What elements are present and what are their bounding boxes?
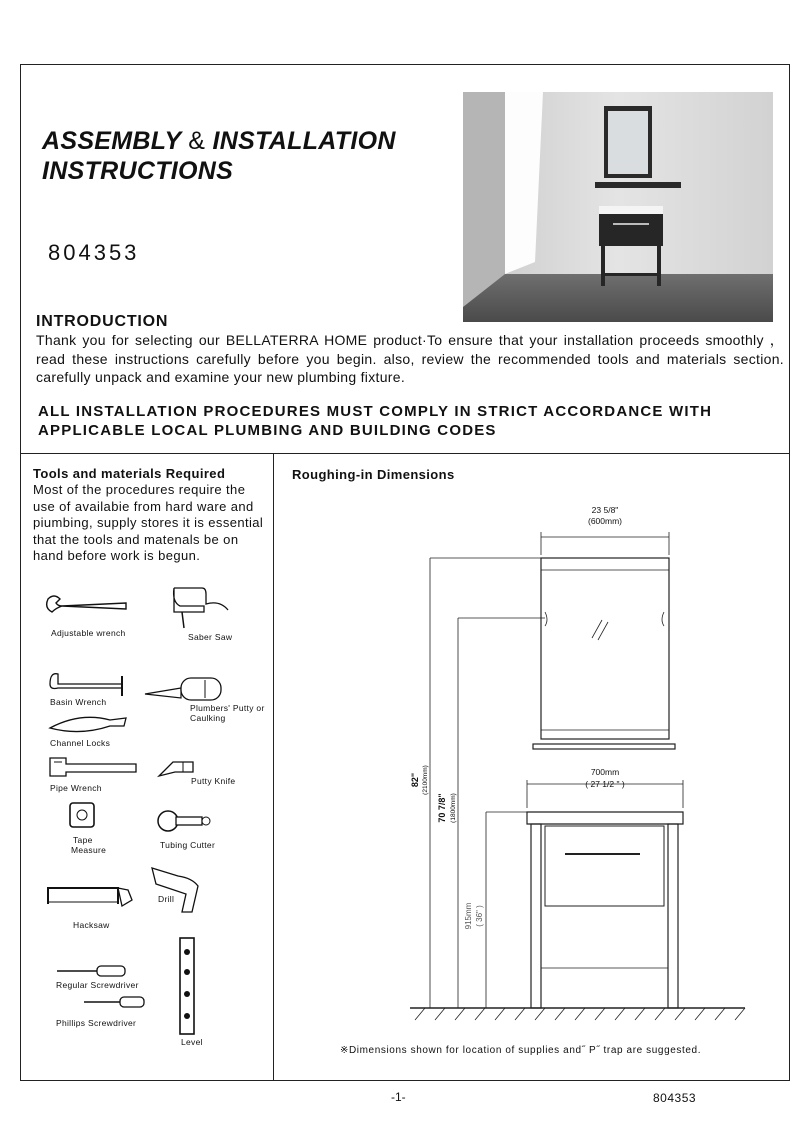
label-adjustable-wrench: Adjustable wrench: [51, 628, 126, 638]
column-divider: [273, 453, 274, 1081]
product-photo: [463, 92, 773, 322]
tools-text: Most of the procedures require the use of availabie from hard ware and piumbing, supply stores it is essential that the tools and matenals be on hand before work is begun.: [33, 482, 264, 563]
level-icon: [178, 936, 196, 1036]
dim-vanity-width-in: ( 27 1/2 " ): [585, 779, 625, 789]
hacksaw-icon: [44, 880, 138, 910]
channel-locks-icon: [48, 714, 130, 738]
label-channel-locks: Channel Locks: [50, 738, 111, 748]
basin-wrench-icon: [46, 670, 132, 698]
dim-mirror-width-mm: (600mm): [587, 516, 623, 526]
title-ampersand: &: [188, 127, 206, 155]
footer-model-number: 804353: [653, 1091, 697, 1105]
label-plumbers-putty: Plumbers' Putty or: [190, 703, 265, 713]
label-pipe-wrench: Pipe Wrench: [50, 783, 102, 793]
title-instructions: INSTRUCTIONS: [42, 157, 234, 185]
section-divider: [20, 453, 790, 454]
label-tape: Tape: [73, 835, 93, 845]
tools-heading: Tools and materials Required: [33, 466, 226, 481]
title-assembly: ASSEMBLY: [42, 127, 181, 155]
tape-measure-icon: [68, 801, 98, 831]
dim-total-height-mm: (2100mm): [422, 765, 429, 795]
label-basin-wrench: Basin Wrench: [50, 697, 107, 707]
adjustable-wrench-icon: [44, 593, 130, 619]
title-installation: INSTALLATION: [212, 127, 396, 155]
compliance-warning: ALL INSTALLATION PROCEDURES MUST COMPLY IN STRICT ACCORDANCE WITH APPLICABLE LOCAL PLUMBING AND BUILDING CODES: [38, 403, 713, 439]
label-phillips-screwdriver: Phillips Screwdriver: [56, 1018, 137, 1028]
label-measure: Measure: [71, 845, 107, 855]
dim-vanity-height-mm: 915mm: [464, 902, 473, 930]
drill-icon: [150, 864, 214, 914]
pipe-wrench-icon: [46, 754, 140, 780]
label-level: Level: [181, 1037, 203, 1047]
roughing-in-drawing: [400, 495, 780, 1035]
putty-caulking-icon: [143, 672, 227, 704]
regular-screwdriver-icon: [55, 964, 127, 978]
model-number: 804353: [48, 240, 140, 265]
dim-total-height-in: 82": [410, 772, 420, 788]
intro-heading: INTRODUCTION: [36, 313, 169, 330]
label-regular-screwdriver: Regular Screwdriver: [56, 980, 139, 990]
label-putty-knife: Putty Knife: [191, 776, 236, 786]
tubing-cutter-icon: [154, 807, 212, 837]
label-saber-saw: Saber Saw: [188, 632, 233, 642]
dimensions-footnote: ※Dimensions shown for location of supplies and˝ P˝ trap are suggested.: [340, 1045, 702, 1056]
dim-vanity-width-mm: 700mm: [590, 767, 620, 777]
dim-vanity-height-in: ( 36" ): [475, 905, 484, 927]
label-hacksaw: Hacksaw: [73, 920, 110, 930]
intro-text: Thank you for selecting our BELLATERRA HOME product·To ensure that your installation proceeds smoothly ， read these instructions carefully before you begin. also, review the recommended tools and materials section. carefully unpack and examine your new plumbing fixture.: [36, 332, 784, 385]
dim-mirror-top-in: 70 7/8": [437, 793, 447, 823]
label-caulking: Caulking: [190, 713, 226, 723]
label-tubing-cutter: Tubing Cutter: [160, 840, 216, 850]
roughing-heading: Roughing-in Dimensions: [292, 467, 455, 482]
page-title: [42, 126, 396, 186]
page-number: -1-: [391, 1090, 406, 1104]
saber-saw-icon: [168, 584, 230, 630]
phillips-screwdriver-icon: [82, 996, 146, 1008]
dim-mirror-width-in: 23 5/8": [591, 505, 619, 515]
dim-mirror-top-mm: (1800mm): [450, 793, 457, 823]
label-drill: Drill: [158, 894, 175, 904]
